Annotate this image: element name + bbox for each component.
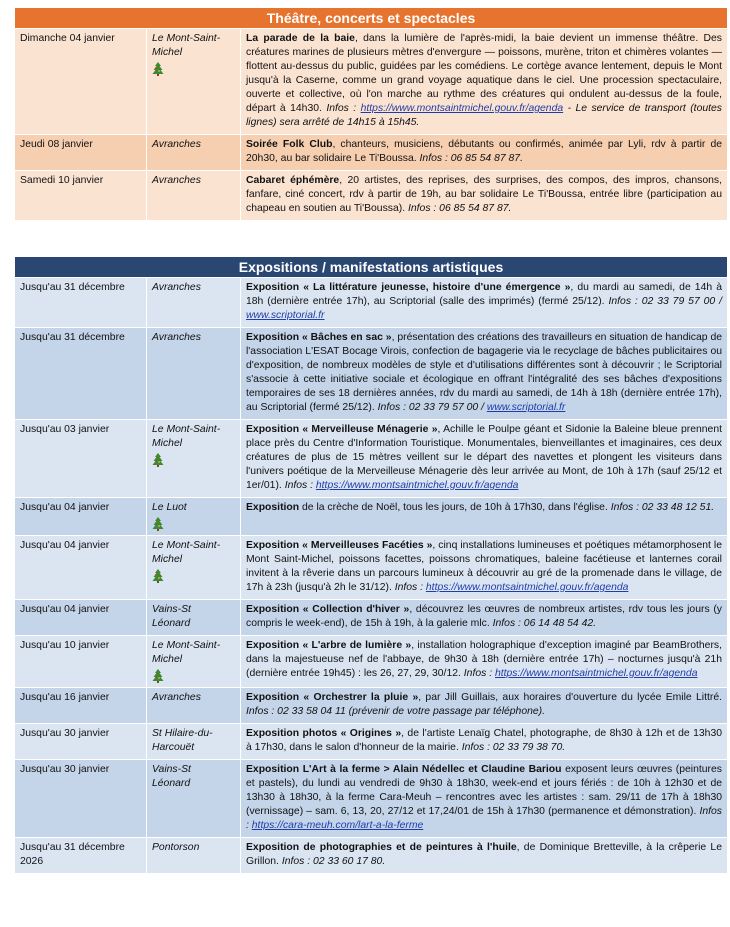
event-text: , installation holographique d'exception imaginé par BeamBrothers, dans la majestueuse nef de l'abbaye, de 9h30 à 18h (dernière entrée 17h) – nocturnes jusqu'à 21h (dernière entrée 19h45) : les 26, 27, 29, 30/12. <box>246 640 722 679</box>
event-place-line: St Hilaire-du- <box>152 728 213 739</box>
event-date: Jusqu'au 10 janvier <box>15 636 147 688</box>
event-place <box>147 600 241 636</box>
event-text: exposent leurs œuvres (peintures et pastels), du lundi au vendredi de 9h30 à 18h30, week-end et jours fériés : de 10h à 12h30 et de 13h30 à 18h30, à la ferme Cara-Meuh – rencontres avec les artistes : sam. 29/11 de 17h à 18h30 (vernissage) – sam. 6, 13, 20, 27/12 et 17,24/01 de 15h à 17h30 (permanence et démonstration). <box>246 764 722 817</box>
event-place <box>147 636 241 688</box>
event-row <box>15 724 728 760</box>
event-place <box>147 838 241 874</box>
event-row <box>15 688 728 724</box>
event-date: Dimanche 04 janvier <box>15 29 147 135</box>
theatre-section-title: Théâtre, concerts et spectacles <box>15 8 728 29</box>
event-link[interactable]: https://www.montsaintmichel.gouv.fr/agenda <box>315 480 519 491</box>
event-info-suffix: - Le service de transport (toutes lignes) sera arrêté de 14h15 à 15h45. <box>246 103 722 128</box>
event-row <box>15 278 728 328</box>
event-row <box>15 838 728 874</box>
event-description <box>241 600 728 636</box>
event-date: Jusqu'au 30 janvier <box>15 760 147 838</box>
event-place-line: Michel <box>152 438 183 449</box>
event-row <box>15 536 728 600</box>
event-info: Infos : <box>326 103 361 114</box>
expos-section-title: Expositions / manifestations artistiques <box>15 257 728 278</box>
event-place-line: Avranches <box>152 692 201 703</box>
event-title: Cabaret éphémère <box>246 175 340 186</box>
event-title: La parade de la baie <box>246 33 355 44</box>
event-info: Infos : 02 33 79 57 00 / <box>377 402 487 413</box>
event-place-line: Avranches <box>152 139 201 150</box>
event-title: Exposition photos « Origines » <box>246 728 402 739</box>
event-title: Exposition « La littérature jeunesse, histoire d'une émergence » <box>246 282 571 293</box>
event-date: Jusqu'au 04 janvier <box>15 600 147 636</box>
event-text: , dans la lumière de l'après-midi, la baie devient un immense théâtre. Des créatures marines de plusieurs mètres d'envergure — poissons, murène, triton et chimères volantes — flottent au-dessus du public, guidées par les comédiens. Le cortège avance lentement, depuis le Mont jusqu'à la Caserne, comme un grand voyage aquatique dans le ciel. Une procession spectaculaire, ouverte et collective, où l'on marche au rythme des créatures qui ondulent au-dessus de la foule, départ à 14h30. <box>246 33 722 114</box>
event-place-line: Le Mont-Saint- <box>152 640 221 651</box>
event-info: Infos : 06 85 54 87 87. <box>408 203 512 214</box>
event-place <box>147 29 241 135</box>
event-place-line: Michel <box>152 47 183 58</box>
event-place <box>147 278 241 328</box>
event-link[interactable]: https://cara-meuh.com/lart-a-la-ferme <box>251 820 424 831</box>
christmas-tree-icon <box>152 669 164 683</box>
event-date: Jusqu'au 31 décembre <box>15 328 147 420</box>
event-row <box>15 600 728 636</box>
event-link[interactable]: https://www.montsaintmichel.gouv.fr/agenda <box>425 582 629 593</box>
event-info: Infos : 02 33 79 57 00 / <box>608 296 722 307</box>
event-place-line: Avranches <box>152 175 201 186</box>
event-place-line: Le Luot <box>152 502 187 513</box>
event-link[interactable]: https://www.montsaintmichel.gouv.fr/agenda <box>360 103 564 114</box>
event-link[interactable]: www.scriptorial.fr <box>246 310 325 321</box>
event-place <box>147 760 241 838</box>
event-date: Jusqu'au 31 décembre <box>15 278 147 328</box>
christmas-tree-icon <box>152 517 164 531</box>
christmas-tree-icon <box>152 453 164 467</box>
event-place <box>147 724 241 760</box>
top-strip <box>0 0 730 5</box>
event-place-line: Vains-St <box>152 604 191 615</box>
event-description <box>241 135 728 171</box>
event-place <box>147 420 241 498</box>
event-text: , par Jill Guillais, aux horaires d'ouverture du lycée Emile Littré. <box>418 692 722 703</box>
event-title: Exposition L'Art à la ferme > Alain Nédellec et Claudine Bariou <box>246 764 562 775</box>
event-description <box>241 328 728 420</box>
event-place-line: Michel <box>152 654 183 665</box>
event-link[interactable]: https://www.montsaintmichel.gouv.fr/agenda <box>494 668 698 679</box>
event-place <box>147 328 241 420</box>
event-place <box>147 536 241 600</box>
expos-rows <box>15 278 728 874</box>
event-info: Infos : <box>463 668 495 679</box>
event-row <box>15 135 728 171</box>
event-description <box>241 838 728 874</box>
event-date: Jusqu'au 31 décembre 2026 <box>15 838 147 874</box>
event-row <box>15 29 728 135</box>
event-title: Exposition de photographies et de peintures à l'huile <box>246 842 517 853</box>
event-place <box>147 171 241 221</box>
expos-section <box>14 256 728 874</box>
event-description <box>241 760 728 838</box>
theatre-rows <box>15 29 728 221</box>
event-place <box>147 135 241 171</box>
event-info: Infos : 06 85 54 87 87. <box>419 153 523 164</box>
event-description <box>241 29 728 135</box>
christmas-tree-icon <box>152 62 164 76</box>
theatre-section <box>14 7 728 221</box>
event-place-line: Avranches <box>152 282 201 293</box>
event-description <box>241 498 728 536</box>
event-text: , de l'artiste Lenaïg Chatel, photographe, de 8h30 à 12h et de 13h30 à 17h30, dans le salon d'honneur de la mairie. <box>246 728 723 753</box>
event-row <box>15 420 728 498</box>
event-title: Exposition « Merveilleuses Facéties » <box>246 540 433 551</box>
event-place-line: Le Mont-Saint- <box>152 424 221 435</box>
event-title: Exposition <box>246 502 300 513</box>
event-title: Exposition « L'arbre de lumière » <box>246 640 412 651</box>
event-title: Exposition « Collection d'hiver » <box>246 604 410 615</box>
event-link[interactable]: www.scriptorial.fr <box>486 402 566 413</box>
event-date: Jusqu'au 04 janvier <box>15 498 147 536</box>
event-date: Jeudi 08 janvier <box>15 135 147 171</box>
event-place-line: Vains-St <box>152 764 191 775</box>
christmas-tree-icon <box>152 569 164 583</box>
event-text: , chanteurs, musiciens, débutants ou confirmés, animée par Lyli, rdv à partir de 20h30, au bar solidaire Le Ti'Boussa. <box>246 139 723 164</box>
event-date: Jusqu'au 30 janvier <box>15 724 147 760</box>
event-info: Infos : <box>394 582 426 593</box>
event-date: Samedi 10 janvier <box>15 171 147 221</box>
event-title: Exposition « Orchestrer la pluie » <box>246 692 419 703</box>
event-place-line: Le Mont-Saint- <box>152 540 221 551</box>
event-description <box>241 171 728 221</box>
event-row <box>15 328 728 420</box>
event-info: Infos : <box>284 480 316 491</box>
event-text: , de Dominique Bretteville, à la crêperie Le Grillon. <box>246 842 722 867</box>
event-info: Infos : 02 33 58 04 11 (prévenir de votre passage par téléphone). <box>246 706 546 717</box>
event-title: Exposition « Bâches en sac » <box>246 332 392 343</box>
event-place <box>147 688 241 724</box>
event-description <box>241 688 728 724</box>
event-place-line: Le Mont-Saint- <box>152 33 221 44</box>
event-text: , présentation des créations des travailleurs en situation de handicap de l'association L'ESAT Bocage Virois, confection de bagagerie via le recyclage de bâches publicitaires ou d'exposition, de nombreux modèles de style et d'utilisations différentes sont à découvrir ; le Scriptorial s'associe à cette initiative sociale et écologique en offrant l'intégralité des ses bâches d'expositions temporaires de ses 18 dernières années, rdv du mardi au samedi, de 14h à 18h (dernière entrée 17h), au Scriptorial (fermé 25/12). <box>246 332 723 413</box>
event-text: de la crèche de Noël, tous les jours, de 10h à 17h30, dans l'église. <box>299 502 611 513</box>
event-place-line: Michel <box>152 554 183 565</box>
event-row <box>15 171 728 221</box>
event-text: , du mardi au samedi, de 14h à 18h (dernière entrée 17h), au Scriptorial (salle des imprimés) (fermé 25/12). <box>246 282 722 307</box>
event-info: Infos : 02 33 48 12 51. <box>610 502 715 513</box>
event-description <box>241 278 728 328</box>
event-text: , cinq installations lumineuses et poétiques métamorphosent le Mont Saint-Michel, poissons facettes, poissons chromatiques, baleine facétieuse et lanternes corail invitent à la rêverie dans un parcours lumineux à découvrir au gré de la promenade dans le village, de 17h à 23h (jusqu'à 2h le 31/12). <box>246 540 722 593</box>
event-description <box>241 420 728 498</box>
event-description <box>241 724 728 760</box>
event-place-line: Avranches <box>152 332 201 343</box>
event-text: , Achille le Poulpe géant et Sidonie la Baleine bleue prennent place près du Centre d'Information Touristique. Monumentales, bienveillantes et imaginaires, ces deux créatures de plus de 15 mètres veillent sur le départ des navettes et plongent les visiteurs dans l'univers poétique de la Merveilleuse Ménagerie dès leur arrivée au Mont, de 10h à 17h (sauf 25/12 et 1er/01). <box>246 424 722 491</box>
event-info: Infos : 02 33 60 17 80. <box>281 856 386 867</box>
event-text: , 20 artistes, des reprises, des surprises, des compos, des impros, chansons, fanfare, ciné concert, rdv à partir de 19h, au bar solidaire Le Ti'Boussa, entrée libre (participation au chapeau en soutien au Ti'Boussa). <box>246 175 722 214</box>
event-info: Infos : <box>246 806 722 831</box>
event-row <box>15 498 728 536</box>
event-info: Infos : 06 14 48 54 42. <box>492 618 597 629</box>
event-place-line: Pontorson <box>152 842 200 853</box>
event-place-line: Harcouët <box>152 742 195 753</box>
event-row <box>15 636 728 688</box>
event-place-line: Léonard <box>152 618 191 629</box>
event-description <box>241 636 728 688</box>
event-place-line: Léonard <box>152 778 191 789</box>
event-date: Jusqu'au 03 janvier <box>15 420 147 498</box>
event-info: Infos : 02 33 79 38 70. <box>461 742 566 753</box>
event-row <box>15 760 728 838</box>
event-description <box>241 536 728 600</box>
event-text: , découvrez les œuvres de nombreux artistes, rdv tous les jours (y compris le week-end), de 15h à 19h, à la galerie mlc. <box>246 604 723 629</box>
event-title: Soirée Folk Club <box>246 139 333 150</box>
event-date: Jusqu'au 04 janvier <box>15 536 147 600</box>
event-place <box>147 498 241 536</box>
event-date: Jusqu'au 16 janvier <box>15 688 147 724</box>
event-title: Exposition « Merveilleuse Ménagerie » <box>246 424 438 435</box>
